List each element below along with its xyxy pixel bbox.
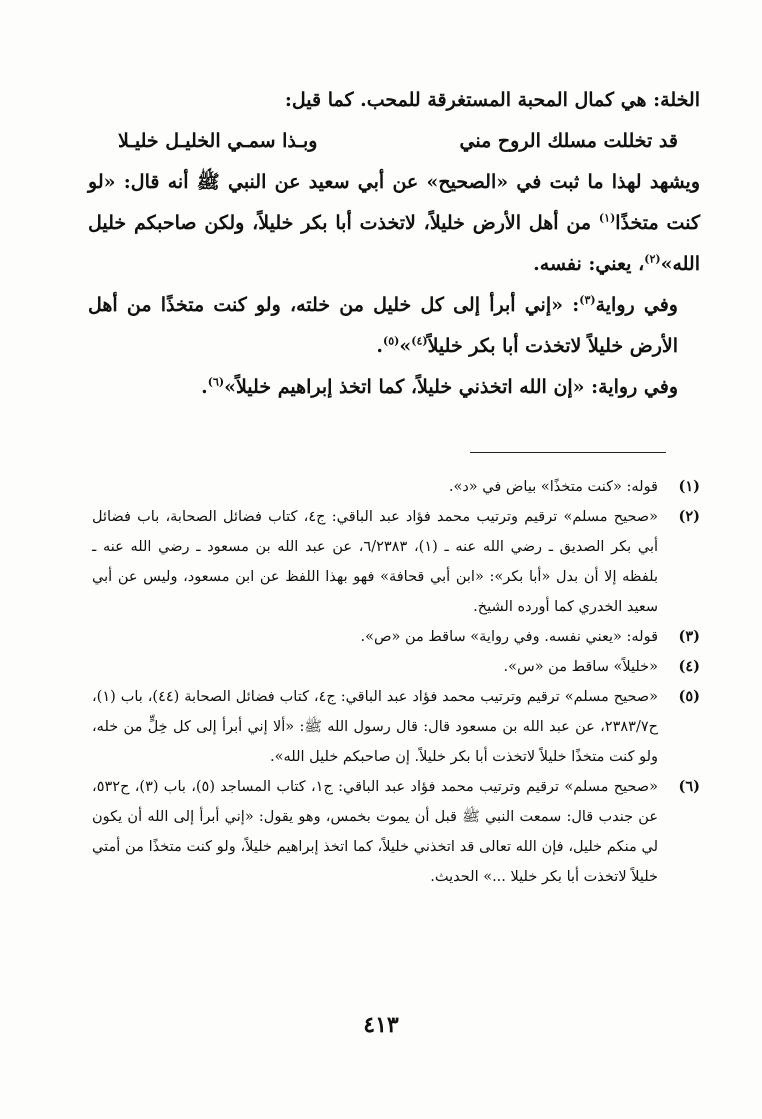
footnote-mark-2: (٢) xyxy=(644,252,661,266)
footnote xyxy=(92,772,700,892)
text-run: وفي رواية: «إن الله اتخذني خليلاً، كما اتخذ إبراهيم خليلاً» xyxy=(224,376,678,398)
footnote-mark-5: (٥) xyxy=(382,334,400,348)
footnote-number: (٣) xyxy=(678,628,700,645)
main-text xyxy=(88,80,700,408)
footnote xyxy=(92,472,700,502)
paragraph-narration-3 xyxy=(88,367,700,408)
text-run: وفي رواية xyxy=(595,294,678,316)
footnote-text: قوله: «كنت متخذًا» بياض في «د». xyxy=(448,479,658,495)
footnote-number: (٢) xyxy=(678,508,700,525)
footnote-text: «صحيح مسلم» ترقيم وترتيب محمد فؤاد عبد الباقي: ج٤، كتاب فضائل الصحابة، باب فضائل أبي بكر الصديق ـ رضي الله عنه ـ (١)، ٦/٢٣٨٣، عن عبد الله بن مسعود ـ رضي الله عنه ـ بلفظه إلا أن بدل «أبا بكر»: «ابن أبي قحافة» فهو بهذا اللفظ عن ابن مسعود، وليس عن أبي سعيد الخدري كما أورده الشيخ. xyxy=(92,509,659,615)
text-run: : «إني أبرأ إلى كل خليل من خلته، ولو كنت متخذًا من أهل الأرض خليلاً لاتخذت أبا بكر خليلاً xyxy=(88,294,678,357)
poetry-verse xyxy=(88,121,700,162)
text-run: . xyxy=(376,335,383,357)
footnote-mark-3: (٣) xyxy=(579,293,596,307)
footnote xyxy=(92,652,700,682)
verse-first-hemistich: قد تخللت مسلك الروح مني xyxy=(459,130,678,152)
footnotes xyxy=(92,472,700,892)
footnote xyxy=(92,682,700,772)
footnote-mark-6: (٦) xyxy=(207,375,225,389)
footnote-text: قوله: «يعني نفسه. وفي رواية» ساقط من «ص». xyxy=(360,629,658,645)
footnote-mark-1: (١) xyxy=(598,211,616,225)
text-run: » xyxy=(399,335,412,357)
footnote-separator xyxy=(470,452,666,453)
footnote xyxy=(92,502,700,622)
text-run: ويشهد لهذا ما ثبت في «الصحيح» عن أبي سعيد عن النبي ﷺ أنه قال: «لو كنت متخذًا xyxy=(88,171,700,234)
paragraph-narration-2 xyxy=(88,285,700,367)
paragraph-hadith-1 xyxy=(88,162,700,285)
verse-second-hemistich: وبـذا سمـي الخليـل خليـلا xyxy=(118,130,318,152)
footnote-text: «خليلاً» ساقط من «س». xyxy=(503,659,658,675)
text-run: . xyxy=(201,376,208,398)
page-number: ٤١٣ xyxy=(363,1012,399,1038)
text-run: ، يعني: نفسه. xyxy=(533,253,645,275)
text-run: من أهل الأرض خليلاً، لاتخذت أبا بكر خليلاً، ولكن صاحبكم خليل الله» xyxy=(88,212,700,275)
footnote xyxy=(92,622,700,652)
footnote-mark-4: (٤) xyxy=(411,334,428,348)
footnote-text: «صحيح مسلم» ترقيم وترتيب محمد فؤاد عبد الباقي: ج١، كتاب المساجد (٥)، باب (٣)، ح٥٣٢، عن جندب قال: سمعت النبي ﷺ قبل أن يموت بخمس، وهو يقول: «إني أبرأ إلى الله أن يكون لي منكم خليل، فإن الله تعالى قد اتخذني خليلاً، كما اتخذ إبراهيم خليلاً، ولو كنت متخذًا من أمتي خليلاً لاتخذت أبا بكر خليلا ...» الحديث. xyxy=(92,779,658,885)
footnote-number: (١) xyxy=(678,478,700,495)
footnote-text: «صحيح مسلم» ترقيم وترتيب محمد فؤاد عبد الباقي: ج٤، كتاب فضائل الصحابة (٤٤)، باب (١)، ح٢٣٨٣/٧، عن عبد الله بن مسعود قال: قال رسول الله ﷺ: «ألا إني أبرأ إلى كل خِلٍّ من خله، ولو كنت متخذًا خليلاً لاتخذت أبا بكر خليلاً. إن صاحبكم خليل الله». xyxy=(92,689,658,765)
footnote-number: (٦) xyxy=(678,778,700,795)
footnote-number: (٥) xyxy=(678,688,700,705)
paragraph-definition: الخلة: هي كمال المحبة المستغرقة للمحب. كما قيل: xyxy=(284,89,700,111)
footnote-number: (٤) xyxy=(678,658,700,675)
